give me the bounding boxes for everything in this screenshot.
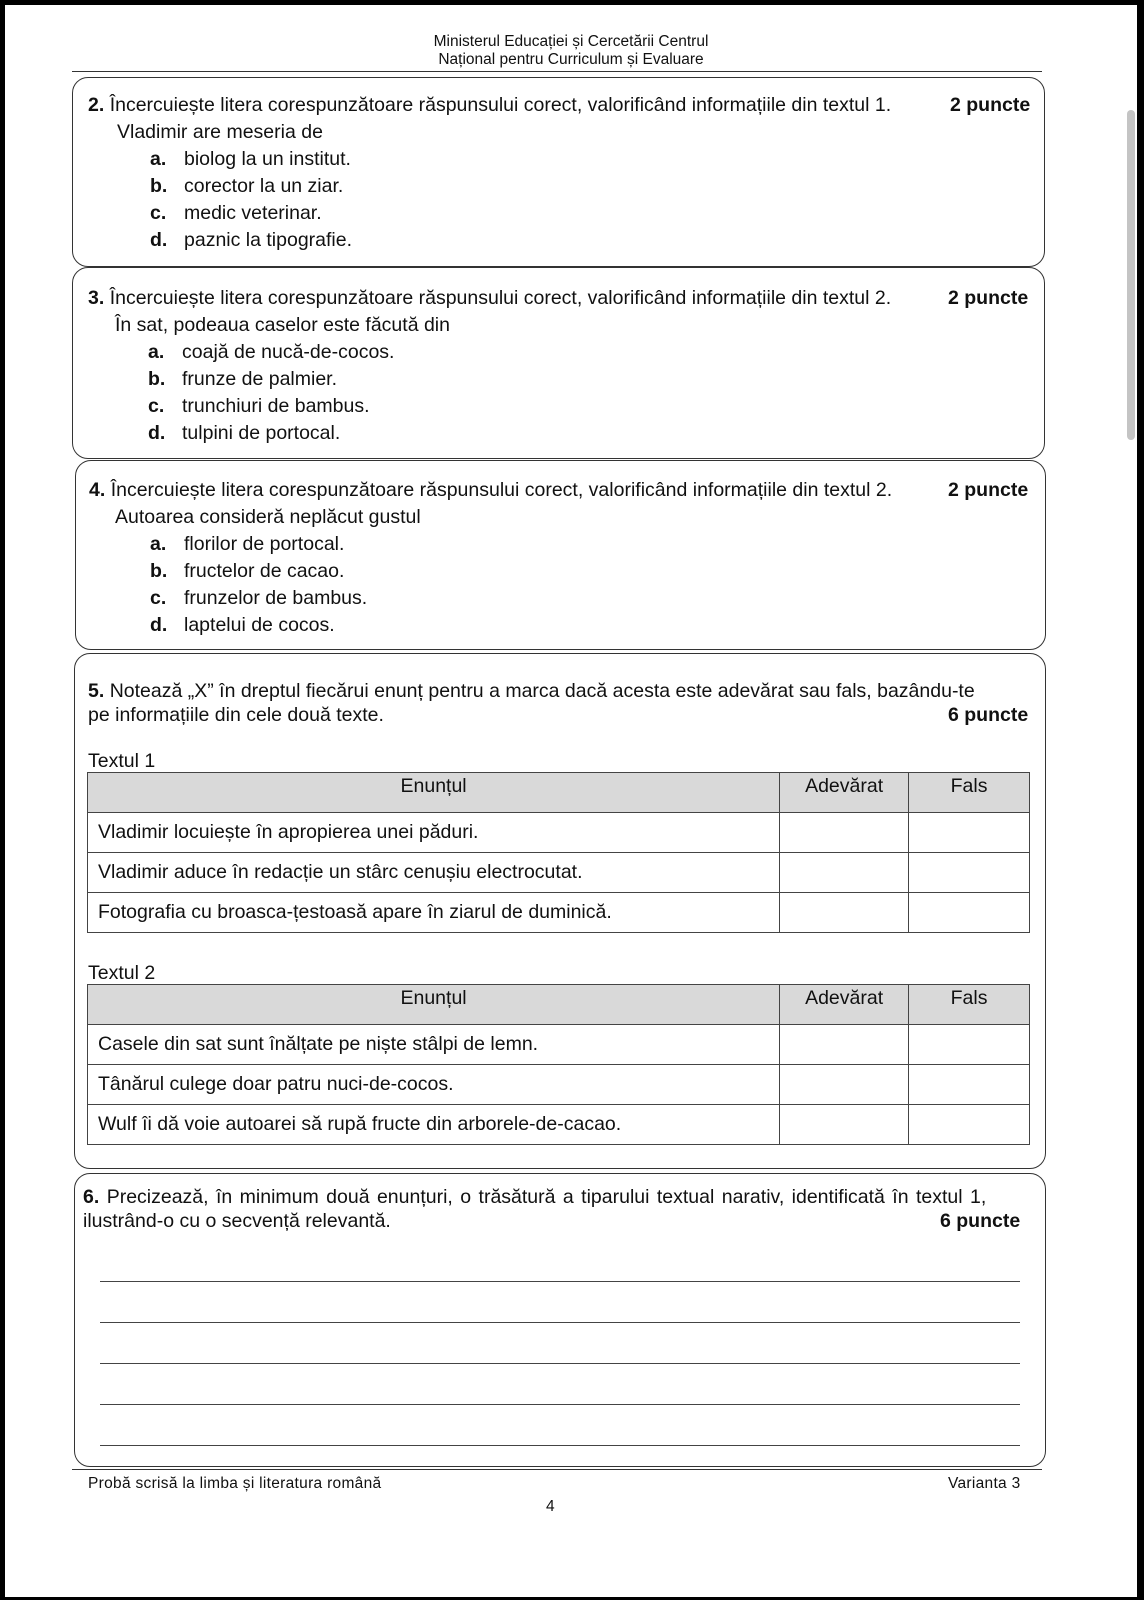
table-row	[88, 1065, 1030, 1105]
statement-cell: Vladimir locuiește în apropierea unei păduri.	[88, 813, 780, 853]
header-divider	[72, 71, 1042, 72]
question-6-number: 6.	[83, 1186, 100, 1208]
question-2-option-d[interactable]: d. paznic la tipografie.	[150, 229, 353, 251]
statement-cell: Vladimir aduce în redacție un stârc cenușiu electrocutat.	[88, 853, 780, 893]
footer-subject: Probă scrisă la limba și literatura română	[88, 1475, 382, 1492]
table-header-row	[88, 773, 1030, 813]
false-answer-cell[interactable]	[909, 853, 1030, 893]
table-row	[88, 893, 1030, 933]
question-3-option-a[interactable]: a. coajă de nucă-de-cocos.	[148, 341, 395, 363]
question-6-instruction-line-1	[83, 1186, 986, 1209]
column-header-true: Adevărat	[780, 773, 909, 813]
question-5-number: 5.	[88, 680, 105, 702]
question-4-option-a[interactable]: a. florilor de portocal.	[150, 533, 345, 555]
false-answer-cell[interactable]	[909, 1105, 1030, 1145]
question-3-option-d[interactable]: d. tulpini de portocal.	[148, 422, 341, 444]
question-5-instruction-line-1	[88, 680, 975, 703]
question-2-option-a[interactable]: a. biolog la un institut.	[150, 148, 351, 170]
table-row	[88, 1025, 1030, 1065]
question-2-instruction	[88, 94, 891, 117]
answer-line[interactable]	[100, 1404, 1020, 1405]
question-4-number: 4.	[89, 479, 106, 501]
question-3-stem: În sat, podeaua caselor este făcută din	[115, 314, 450, 336]
true-answer-cell[interactable]	[780, 853, 909, 893]
question-2-option-b[interactable]: b. corector la un ziar.	[150, 175, 344, 197]
footer-variant: Varianta 3	[948, 1475, 1021, 1492]
true-answer-cell[interactable]	[780, 813, 909, 853]
question-3-text: Încercuiește litera corespunzătoare răspunsului corect, valorificând informațiile din textul 2.	[109, 287, 892, 309]
statement-cell: Wulf îi dă voie autoarei să rupă fructe din arborele-de-cacao.	[88, 1105, 780, 1145]
text2-label: Textul 2	[88, 962, 156, 984]
question-3-number: 3.	[88, 287, 105, 309]
table-row	[88, 1105, 1030, 1145]
true-answer-cell[interactable]	[780, 1065, 909, 1105]
question-4-instruction	[89, 479, 892, 502]
page-number: 4	[546, 1498, 555, 1515]
question-2-text: Încercuiește litera corespunzătoare răspunsului corect, valorificând informațiile din textul 1.	[109, 94, 892, 116]
question-3-option-c[interactable]: c. trunchiuri de bambus.	[148, 395, 370, 417]
answer-line[interactable]	[100, 1281, 1020, 1282]
table-row	[88, 853, 1030, 893]
question-2-points: 2 puncte	[950, 94, 1031, 116]
question-6-text: Precizează, în minimum două enunțuri, o trăsătură a tiparului textual narativ, identificată în textul 1,	[106, 1186, 987, 1208]
question-4-option-d[interactable]: d. laptelui de cocos.	[150, 614, 335, 636]
column-header-statement: Enunțul	[88, 985, 780, 1025]
exam-page	[5, 5, 1137, 1597]
false-answer-cell[interactable]	[909, 893, 1030, 933]
text2-table	[87, 984, 1030, 1145]
column-header-true: Adevărat	[780, 985, 909, 1025]
false-answer-cell[interactable]	[909, 813, 1030, 853]
text1-table	[87, 772, 1030, 933]
question-3-option-b[interactable]: b. frunze de palmier.	[148, 368, 338, 390]
true-answer-cell[interactable]	[780, 1105, 909, 1145]
header-line-1: Ministerul Educației și Cercetării Centrul	[433, 33, 709, 50]
question-4-stem: Autoarea consideră neplăcut gustul	[115, 506, 421, 528]
statement-cell: Tânărul culege doar patru nuci-de-cocos.	[88, 1065, 780, 1105]
answer-line[interactable]	[100, 1445, 1020, 1446]
question-2-option-c[interactable]: c. medic veterinar.	[150, 202, 322, 224]
scrollbar[interactable]	[1127, 110, 1135, 440]
question-6-points: 6 puncte	[940, 1210, 1021, 1232]
question-3-points: 2 puncte	[948, 287, 1029, 309]
text1-label: Textul 1	[88, 750, 156, 772]
answer-line[interactable]	[100, 1322, 1020, 1323]
question-5-instruction-line-2: pe informațiile din cele două texte.	[88, 704, 384, 726]
column-header-statement: Enunțul	[88, 773, 780, 813]
question-5-points: 6 puncte	[948, 704, 1029, 726]
column-header-false: Fals	[909, 773, 1030, 813]
question-3-instruction	[88, 287, 891, 310]
answer-line[interactable]	[100, 1363, 1020, 1364]
table-row	[88, 813, 1030, 853]
false-answer-cell[interactable]	[909, 1025, 1030, 1065]
question-4-option-b[interactable]: b. fructelor de cacao.	[150, 560, 345, 582]
true-answer-cell[interactable]	[780, 893, 909, 933]
column-header-false: Fals	[909, 985, 1030, 1025]
question-4-option-c[interactable]: c. frunzelor de bambus.	[150, 587, 368, 609]
false-answer-cell[interactable]	[909, 1065, 1030, 1105]
statement-cell: Casele din sat sunt înălțate pe niște stâlpi de lemn.	[88, 1025, 780, 1065]
question-4-text: Încercuiește litera corespunzătoare răspunsului corect, valorificând informațiile din textul 2.	[110, 479, 893, 501]
header-line-2: Național pentru Curriculum și Evaluare	[438, 51, 704, 68]
footer-divider	[72, 1469, 1042, 1470]
question-4-points: 2 puncte	[948, 479, 1029, 501]
question-2-number: 2.	[88, 94, 105, 116]
table-header-row	[88, 985, 1030, 1025]
question-6-instruction-line-2: ilustrând-o cu o secvență relevantă.	[83, 1210, 391, 1232]
question-5-text: Notează „X” în dreptul fiecărui enunț pentru a marca dacă acesta este adevărat sau fals, bazându-te	[109, 680, 975, 702]
true-answer-cell[interactable]	[780, 1025, 909, 1065]
question-2-stem: Vladimir are meseria de	[117, 121, 323, 143]
statement-cell: Fotografia cu broasca-țestoasă apare în ziarul de duminică.	[88, 893, 780, 933]
